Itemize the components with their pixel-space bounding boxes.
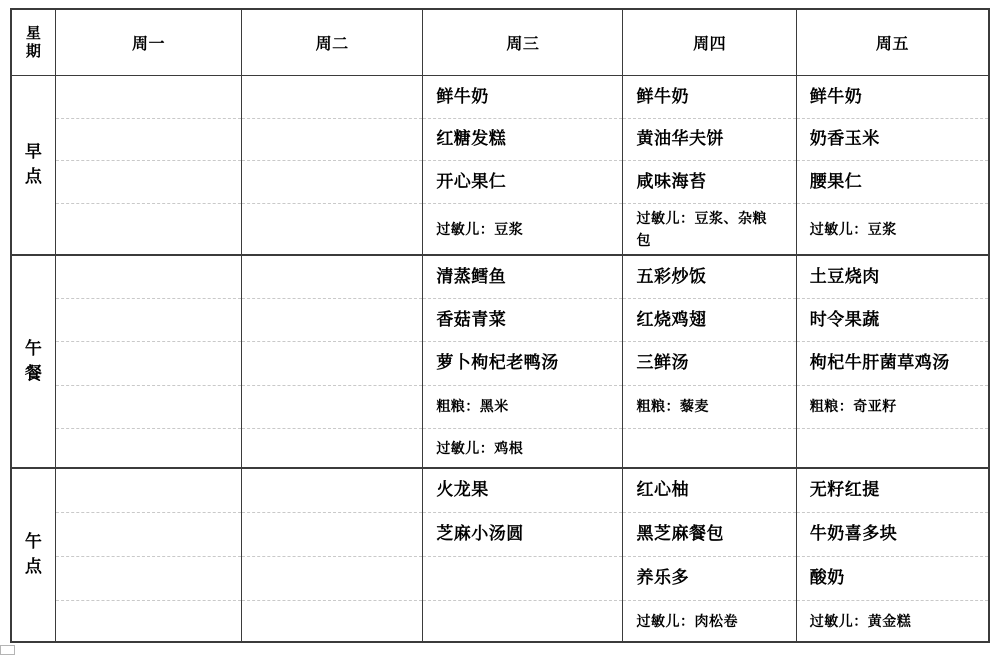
section-label-breakfast: 早点 [24, 142, 42, 186]
menu-item-text: 鲜牛奶 [636, 86, 689, 106]
menu-item-text: 土豆烧肉 [809, 266, 880, 286]
menu-item-text: 过敏儿：黄金糕 [809, 612, 912, 629]
menu-item [797, 204, 988, 254]
menu-item [423, 76, 622, 119]
menu-item [423, 119, 622, 162]
menu-item-empty [242, 601, 422, 641]
menu-item [797, 299, 988, 342]
menu-item-empty [56, 299, 241, 342]
menu-item [797, 386, 988, 429]
section-label-cell-afternoon-snack [12, 469, 56, 641]
menu-item-empty [242, 299, 422, 342]
menu-item-text: 牛奶喜多块 [809, 524, 898, 544]
menu-item [623, 342, 795, 385]
menu-item [423, 204, 622, 254]
day-menu-cell [623, 256, 796, 467]
menu-item-empty [797, 429, 988, 467]
menu-item-empty [242, 161, 422, 204]
menu-item-text: 红糖发糕 [436, 129, 507, 149]
menu-item-empty [56, 557, 241, 601]
menu-item-empty [56, 161, 241, 204]
menu-item [623, 299, 795, 342]
menu-item [623, 161, 795, 204]
day-header-wednesday: 周三 [423, 10, 623, 75]
menu-item-empty [423, 601, 622, 641]
day-menu-cell [797, 256, 988, 467]
menu-item [423, 299, 622, 342]
section-label-cell-breakfast [12, 76, 56, 254]
menu-item-text: 粗粮：奇亚籽 [809, 398, 897, 415]
menu-item [623, 204, 795, 254]
menu-item [623, 513, 795, 557]
menu-item-empty [242, 256, 422, 299]
menu-item [797, 256, 988, 299]
menu-item-text: 鲜牛奶 [809, 86, 863, 106]
menu-item-empty [423, 557, 622, 601]
menu-item-empty [242, 513, 422, 557]
menu-item [797, 513, 988, 557]
menu-item-empty [242, 119, 422, 162]
menu-item-text: 过敏儿：鸡根 [436, 439, 524, 456]
menu-item-text: 芝麻小汤圆 [436, 524, 524, 544]
menu-item-empty [56, 386, 241, 429]
menu-item [623, 557, 795, 601]
section-label-afternoon-snack: 午点 [24, 532, 42, 576]
menu-item [797, 161, 988, 204]
day-menu-cell [623, 76, 796, 254]
menu-item-text: 黄油华夫饼 [636, 129, 724, 149]
menu-item-text: 红烧鸡翅 [636, 310, 707, 330]
menu-item [423, 429, 622, 467]
menu-item-text: 过敏儿：豆浆 [436, 220, 524, 237]
header-row [12, 10, 988, 76]
day-menu-cell [423, 469, 623, 641]
day-menu-cell [242, 76, 423, 254]
menu-item-empty [242, 386, 422, 429]
menu-item-empty [56, 601, 241, 641]
menu-item-text: 三鲜汤 [636, 353, 689, 373]
menu-item-text: 萝卜枸杞老鸭汤 [436, 353, 559, 373]
day-header-tuesday: 周二 [242, 10, 423, 75]
menu-item [797, 119, 988, 162]
menu-item-empty [623, 429, 795, 467]
day-menu-cell [56, 76, 242, 254]
section-row-afternoon-snack [12, 469, 988, 641]
menu-item-text: 火龙果 [436, 480, 489, 500]
menu-item-text: 酸奶 [809, 568, 845, 588]
menu-item-text: 奶香玉米 [809, 129, 880, 149]
section-row-lunch [12, 256, 988, 469]
menu-item-empty [242, 557, 422, 601]
menu-item [623, 469, 795, 513]
day-menu-cell [623, 469, 796, 641]
menu-item-empty [56, 513, 241, 557]
menu-item [797, 469, 988, 513]
day-menu-cell [423, 256, 623, 467]
menu-item-empty [56, 342, 241, 385]
corner-header-label: 星期 [25, 24, 41, 60]
menu-item-empty [56, 76, 241, 119]
menu-item-empty [56, 429, 241, 467]
menu-item [423, 386, 622, 429]
menu-item [423, 513, 622, 557]
menu-item-text: 过敏儿：肉松卷 [636, 612, 738, 629]
corner-header-cell [12, 10, 56, 75]
day-menu-cell [423, 76, 623, 254]
day-menu-cell [242, 256, 423, 467]
menu-item [623, 119, 795, 162]
menu-item-text: 红心柚 [636, 480, 689, 500]
day-menu-cell [56, 256, 242, 467]
menu-item [797, 557, 988, 601]
menu-item [623, 76, 795, 119]
menu-item [797, 601, 988, 641]
menu-item [423, 342, 622, 385]
menu-item [423, 161, 622, 204]
menu-item [797, 342, 988, 385]
menu-item-empty [56, 119, 241, 162]
menu-item-empty [242, 342, 422, 385]
menu-item [423, 256, 622, 299]
menu-item-text: 无籽红提 [809, 480, 880, 500]
menu-item-empty [242, 429, 422, 467]
menu-item-text: 鲜牛奶 [436, 86, 489, 106]
section-row-breakfast [12, 76, 988, 256]
menu-item [623, 256, 795, 299]
menu-item-text: 黑芝麻餐包 [636, 524, 724, 544]
menu-item-text: 香菇青菜 [436, 310, 507, 330]
menu-item-text: 枸杞牛肝菌草鸡汤 [809, 353, 950, 373]
menu-item-text: 过敏儿：豆浆、杂粮包 [636, 209, 767, 249]
menu-item-empty [242, 76, 422, 119]
menu-item-empty [56, 469, 241, 513]
menu-item-text: 养乐多 [636, 568, 689, 588]
menu-item [797, 76, 988, 119]
menu-item-text: 粗粮：藜麦 [636, 398, 709, 415]
menu-item-text: 时令果蔬 [809, 310, 880, 330]
day-header-monday: 周一 [56, 10, 242, 75]
menu-item [623, 601, 795, 641]
weekly-menu-table [10, 8, 990, 643]
day-menu-cell [797, 76, 988, 254]
menu-item-text: 腰果仁 [809, 172, 863, 192]
menu-item-text: 清蒸鳕鱼 [436, 266, 507, 286]
menu-item-text: 五彩炒饭 [636, 266, 707, 286]
menu-item [423, 469, 622, 513]
menu-item-empty [56, 204, 241, 254]
menu-item-empty [242, 469, 422, 513]
day-header-friday: 周五 [875, 36, 909, 53]
menu-item-text: 开心果仁 [436, 172, 507, 192]
day-menu-cell [56, 469, 242, 641]
section-label-cell-lunch [12, 256, 56, 467]
menu-item-empty [56, 256, 241, 299]
day-menu-cell [242, 469, 423, 641]
menu-item-text: 粗粮：黑米 [436, 398, 509, 415]
menu-item-text: 咸味海苔 [636, 172, 707, 192]
page-corner-artifact [0, 645, 15, 655]
menu-item [623, 386, 795, 429]
menu-item-text: 过敏儿：豆浆 [809, 220, 897, 237]
day-header-thursday: 周四 [623, 10, 796, 75]
section-label-lunch: 午餐 [24, 338, 42, 383]
day-menu-cell [797, 469, 988, 641]
menu-item-empty [242, 204, 422, 254]
